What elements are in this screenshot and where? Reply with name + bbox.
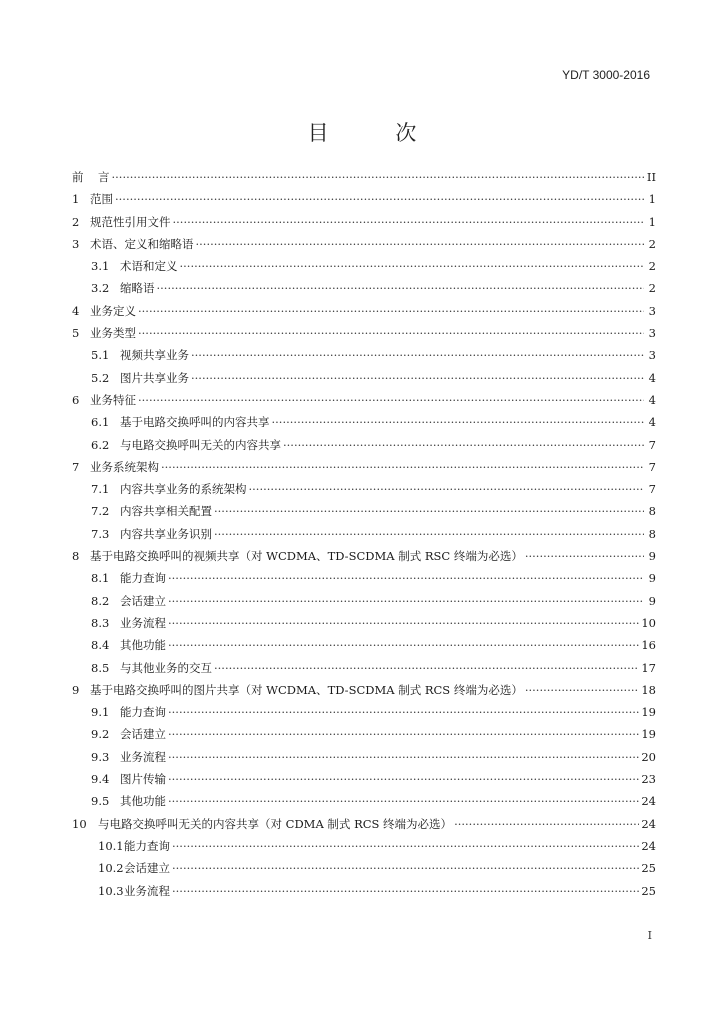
toc-dot-leader	[138, 322, 644, 344]
toc-dot-leader	[168, 723, 639, 745]
toc-entry-number: 3	[72, 236, 80, 251]
toc-entry[interactable]	[72, 322, 656, 344]
toc-dot-leader	[191, 344, 644, 366]
toc-dot-leader	[196, 233, 645, 255]
toc-entry-page: 7	[648, 437, 656, 452]
toc-entry-page: 2	[648, 236, 656, 251]
toc-dot-leader	[168, 567, 644, 589]
toc-entry-title: 术语和定义	[120, 259, 178, 274]
toc-dot-leader	[172, 835, 639, 857]
page-title: 目 次	[307, 121, 447, 145]
toc-entry-number: 10.1	[98, 838, 124, 853]
toc-entry-number: 1	[72, 192, 80, 207]
toc-entry-page: 24	[641, 816, 656, 831]
toc-dot-leader	[161, 456, 644, 478]
toc-entry-number: 前	[72, 170, 84, 184]
toc-dot-leader	[214, 500, 644, 522]
toc-entry[interactable]	[72, 634, 656, 656]
toc-entry-title: 规范性引用文件	[90, 214, 171, 229]
toc-dot-leader	[191, 367, 644, 389]
toc-entry-number: 8.4	[91, 638, 110, 653]
toc-entry-page: 10	[641, 615, 656, 630]
toc-dot-leader	[525, 679, 640, 701]
toc-dot-leader	[168, 790, 639, 812]
toc-entry-title: 其他功能	[120, 638, 166, 653]
toc-entry[interactable]	[72, 880, 656, 902]
toc-entry-title: 与其他业务的交互	[120, 660, 212, 675]
toc-entry[interactable]	[72, 255, 656, 277]
toc-entry-number: 7.2	[91, 504, 110, 519]
toc-entry[interactable]	[72, 500, 656, 522]
toc-dot-leader	[168, 768, 639, 790]
toc-entry-number: 10.2	[98, 861, 124, 876]
toc-entry-page: 7	[648, 459, 656, 474]
toc-entry-page: 7	[648, 482, 656, 497]
toc-entry[interactable]	[72, 233, 656, 255]
toc-entry[interactable]	[72, 523, 656, 545]
toc-entry[interactable]	[72, 657, 656, 679]
toc-entry-number: 8.2	[91, 593, 110, 608]
toc-entry-title: 业务定义	[90, 303, 136, 318]
toc-dot-leader	[172, 857, 639, 879]
toc-entry-title: 内容共享相关配置	[120, 504, 212, 519]
toc-entry-page: 8	[648, 526, 656, 541]
toc-entry-page: 20	[641, 749, 656, 764]
toc-entry-number: 3.2	[91, 281, 110, 296]
toc-entry-page: II	[646, 170, 656, 184]
toc-entry-number: 8.1	[91, 571, 110, 586]
toc-entry-number: 9.3	[91, 749, 110, 764]
toc-entry-number: 7.1	[91, 482, 110, 497]
toc-dot-leader	[272, 411, 645, 433]
toc-entry-number: 10	[72, 816, 87, 831]
toc-entry-page: 8	[648, 504, 656, 519]
toc-entry-title: 基于电路交换呼叫的内容共享	[120, 415, 270, 430]
toc-entry-page: 24	[641, 838, 656, 853]
toc-entry-page: 18	[641, 682, 656, 697]
toc-entry-page: 1	[648, 192, 656, 207]
toc-entry-number: 6.1	[91, 415, 110, 430]
toc-dot-leader	[115, 188, 644, 210]
toc-entry-page: 9	[648, 549, 656, 564]
toc-entry-title: 业务特征	[90, 392, 136, 407]
toc-entry-page: 1	[648, 214, 656, 229]
toc-entry-title: 内容共享业务识别	[120, 526, 212, 541]
toc-entry-title: 能力查询	[124, 838, 170, 853]
toc-entry-number: 6.2	[91, 437, 110, 452]
toc-dot-leader	[249, 478, 645, 500]
toc-entry[interactable]	[72, 411, 656, 433]
toc-entry-page: 9	[648, 571, 656, 586]
toc-entry[interactable]	[72, 277, 656, 299]
toc-dot-leader	[180, 255, 645, 277]
toc-entry-page: 9	[648, 593, 656, 608]
toc-entry-page: 25	[641, 883, 656, 898]
toc-entry-number: 2	[72, 214, 80, 229]
toc-entry-number: 10.3	[98, 883, 124, 898]
toc-entry[interactable]	[72, 188, 656, 210]
toc-entry-number: 9	[72, 682, 80, 697]
toc-entry-title: 会话建立	[120, 593, 166, 608]
toc-entry-title: 会话建立	[120, 727, 166, 742]
toc-entry-title: 言	[98, 170, 110, 184]
toc-entry[interactable]	[72, 612, 656, 634]
toc-dot-leader	[138, 300, 644, 322]
toc-entry-number: 6	[72, 392, 80, 407]
toc-entry-title: 基于电路交换呼叫的视频共享（对 WCDMA、TD-SCDMA 制式 RSC 终端为必选）	[90, 549, 523, 564]
toc-entry-page: 4	[648, 392, 656, 407]
toc-dot-leader	[173, 211, 645, 233]
toc-entry[interactable]	[72, 367, 656, 389]
toc-entry-page: 2	[648, 259, 656, 274]
toc-entry-title: 业务流程	[120, 615, 166, 630]
toc-entry[interactable]	[72, 344, 656, 366]
toc-entry[interactable]	[72, 835, 656, 857]
toc-entry-title: 与电路交换呼叫无关的内容共享（对 CDMA 制式 RCS 终端为必选）	[98, 816, 453, 831]
toc-entry[interactable]	[72, 211, 656, 233]
standard-code: YD/T 3000-2016	[562, 68, 650, 82]
toc-entry-title: 能力查询	[120, 571, 166, 586]
toc-entry[interactable]	[72, 545, 656, 567]
toc-entry[interactable]	[72, 567, 656, 589]
toc-dot-leader	[214, 523, 644, 545]
toc-entry-title: 业务类型	[90, 326, 136, 341]
toc-entry-title: 基于电路交换呼叫的图片共享（对 WCDMA、TD-SCDMA 制式 RCS 终端为必选）	[90, 682, 523, 697]
toc-entry[interactable]	[72, 590, 656, 612]
toc-entry-page: 19	[641, 705, 656, 720]
toc-entry-number: 9.2	[91, 727, 110, 742]
toc-entry[interactable]	[72, 768, 656, 790]
toc-dot-leader	[168, 701, 639, 723]
toc-entry[interactable]	[72, 478, 656, 500]
toc-entry-title: 其他功能	[120, 794, 166, 809]
toc-entry[interactable]	[72, 679, 656, 701]
toc-entry[interactable]	[72, 166, 656, 188]
toc-dot-leader	[157, 277, 645, 299]
toc-entry[interactable]	[72, 456, 656, 478]
toc-entry[interactable]	[72, 434, 656, 456]
toc-entry-title: 术语、定义和缩略语	[90, 236, 194, 251]
toc-entry-number: 9.4	[91, 772, 110, 787]
toc-dot-leader	[283, 434, 644, 456]
toc-dot-leader	[168, 612, 639, 634]
toc-entry-title: 业务流程	[120, 749, 166, 764]
toc-entry-number: 7	[72, 459, 80, 474]
toc-entry[interactable]	[72, 857, 656, 879]
toc-entry-page: 3	[648, 326, 656, 341]
toc-entry[interactable]	[72, 746, 656, 768]
toc-dot-leader	[168, 746, 639, 768]
toc-entry-number: 9.1	[91, 705, 110, 720]
toc-entry[interactable]	[72, 701, 656, 723]
toc-entry-number: 4	[72, 303, 80, 318]
table-of-contents	[72, 166, 656, 902]
toc-entry[interactable]	[72, 813, 656, 835]
toc-entry-number: 8.5	[91, 660, 110, 675]
toc-dot-leader	[168, 590, 644, 612]
toc-entry[interactable]	[72, 790, 656, 812]
toc-entry-title: 与电路交换呼叫无关的内容共享	[120, 437, 281, 452]
toc-entry-title: 内容共享业务的系统架构	[120, 482, 247, 497]
toc-dot-leader	[168, 634, 639, 656]
toc-entry-title: 会话建立	[124, 861, 170, 876]
toc-entry-page: 3	[648, 303, 656, 318]
toc-entry-number: 7.3	[91, 526, 110, 541]
toc-entry-page: 4	[648, 370, 656, 385]
toc-entry-number: 8.3	[91, 615, 110, 630]
toc-entry[interactable]	[72, 300, 656, 322]
toc-entry-title: 图片共享业务	[120, 370, 189, 385]
toc-entry-page: 4	[648, 415, 656, 430]
toc-entry-number: 5.1	[91, 348, 110, 363]
toc-entry-page: 19	[641, 727, 656, 742]
toc-entry[interactable]	[72, 389, 656, 411]
toc-entry[interactable]	[72, 723, 656, 745]
footer-page-number: I	[647, 929, 652, 942]
toc-dot-leader	[138, 389, 644, 411]
toc-entry-title: 视频共享业务	[120, 348, 189, 363]
toc-entry-page: 3	[648, 348, 656, 363]
toc-entry-title: 业务流程	[124, 883, 170, 898]
toc-entry-title: 图片传输	[120, 772, 166, 787]
toc-entry-page: 16	[641, 638, 656, 653]
toc-entry-number: 5.2	[91, 370, 110, 385]
toc-entry-title: 缩略语	[120, 281, 155, 296]
toc-entry-number: 5	[72, 326, 80, 341]
toc-entry-page: 24	[641, 794, 656, 809]
toc-dot-leader	[454, 813, 639, 835]
toc-entry-title: 业务系统架构	[90, 459, 159, 474]
toc-entry-page: 2	[648, 281, 656, 296]
toc-entry-page: 23	[641, 772, 656, 787]
toc-entry-page: 25	[641, 861, 656, 876]
toc-entry-number: 8	[72, 549, 80, 564]
toc-entry-number: 9.5	[91, 794, 110, 809]
toc-entry-number: 3.1	[91, 259, 110, 274]
toc-entry-title: 能力查询	[120, 705, 166, 720]
toc-dot-leader	[525, 545, 644, 567]
toc-dot-leader	[172, 880, 639, 902]
toc-dot-leader	[214, 657, 639, 679]
toc-entry-title: 范围	[90, 192, 113, 207]
toc-entry-page: 17	[641, 660, 656, 675]
toc-dot-leader	[112, 166, 645, 188]
